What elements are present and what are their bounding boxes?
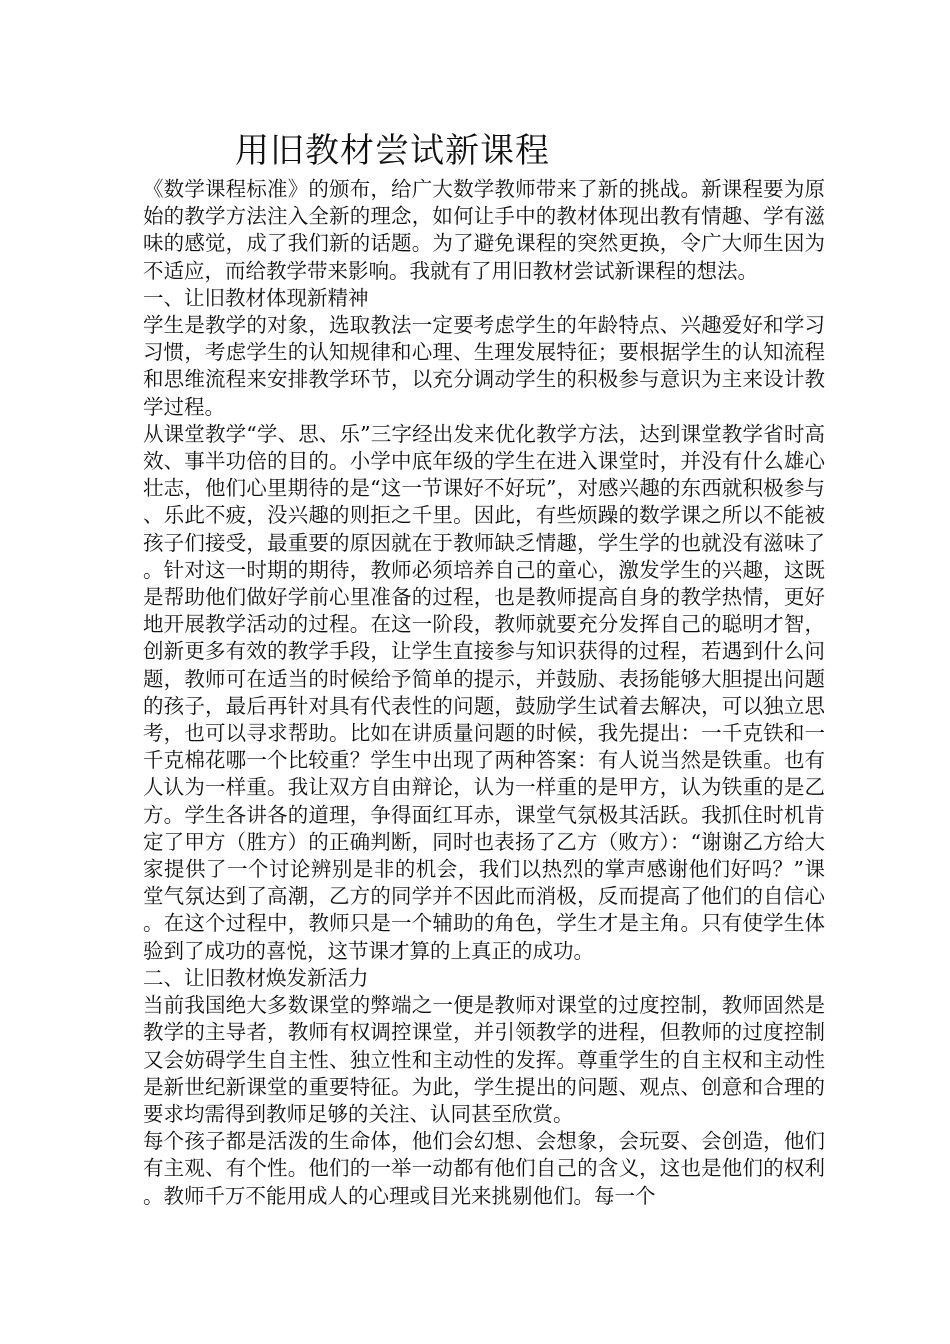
paragraph-classroom-control: 当前我国绝大多数课堂的弊端之一便是教师对课堂的过度控制，教师固然是教学的主导者，教师有权调控课堂，并引领教学的进程，但教师的过度控制又会妨碍学生自主性、独立性和主动性的发挥。尊重学生的自主权和主动性是新世纪新课堂的重要特征。为此，学生提出的问题、观点、创意和合理的要求均需得到教师足够的关注、认同甚至欣赏。 bbox=[143, 993, 825, 1126]
document-title: 用旧教材尝试新课程 bbox=[235, 131, 550, 171]
document-page bbox=[143, 128, 825, 1210]
paragraph-intro: 《数学课程标准》的颁布，给广大数学教师带来了新的挑战。新课程要为原始的教学方法注入全新的理念，如何让手中的教材体现出教有情趣、学有滋味的感觉，成了我们新的话题。为了避免课程的突然更换，令广大师生因为不适应，而给教学带来影响。我就有了用旧教材尝试新课程的想法。 bbox=[143, 177, 825, 283]
section-heading-2: 二、让旧教材焕发新活力 bbox=[143, 965, 369, 990]
document-body bbox=[143, 176, 825, 1210]
section-heading-1: 一、让旧教材体现新精神 bbox=[143, 285, 369, 310]
paragraph-classroom-method: 从课堂教学“学、思、乐”三字经出发来优化教学方法，达到课堂教学省时高效、事半功倍的目的。小学中底年级的学生在进入课堂时，并没有什么雄心壮志，他们心里期待的是“这一节课好不好玩”，对感兴趣的东西就积极参与、乐此不疲，没兴趣的则拒之千里。因此，有些烦躁的数学课之所以不能被孩子们接受，最重要的原因就在于教师缺乏情趣，学生学的也就没有滋味了。针对这一时期的期待，教师必须培养自己的童心，激发学生的兴趣，这既是帮助他们做好学前心里准备的过程，也是教师提高自身的教学热情，更好地开展教学活动的过程。在这一阶段，教师就要充分发挥自己的聪明才智，创新更多有效的教学手段，让学生直接参与知识获得的过程，若遇到什么问题，教师可在适当的时候给予简单的提示，并鼓励、表扬能够大胆提出问题的孩子，最后再针对具有代表性的问题，鼓励学生试着去解决，可以独立思考，也可以寻求帮助。比如在讲质量问题的时候，我先提出：一千克铁和一千克棉花哪一个比较重？学生中出现了两种答案：有人说当然是铁重。也有人认为一样重。我让双方自由辩论，认为一样重的是甲方，认为铁重的是乙方。学生各讲各的道理，争得面红耳赤，课堂气氛极其活跃。我抓住时机肯定了甲方（胜方）的正确判断，同时也表扬了乙方（败方）：“谢谢乙方给大家提供了一个讨论辨别是非的机会，我们以热烈的掌声感谢他们好吗？”课堂气氛达到了高潮，乙方的同学并不因此而消极，反而提高了他们的自信心。在这个过程中，教师只是一个辅助的角色，学生才是主角。只有使学生体验到了成功的喜悦，这节课才算的上真正的成功。 bbox=[143, 421, 825, 963]
paragraph-students-object: 学生是教学的对象，选取教法一定要考虑学生的年龄特点、兴趣爱好和学习习惯，考虑学生的认知规律和心理、生理发展特征；要根据学生的认知流程和思维流程来安排教学环节，以充分调动学生的积极参与意识为主来设计教学过程。 bbox=[143, 313, 825, 419]
paragraph-children-lively: 每个孩子都是活泼的生命体，他们会幻想、会想象，会玩耍、会创造，他们有主观、有个性。他们的一举一动都有他们自己的含义，这也是他们的权利。教师千万不能用成人的心理或目光来挑剔他们。每一个 bbox=[143, 1129, 825, 1208]
